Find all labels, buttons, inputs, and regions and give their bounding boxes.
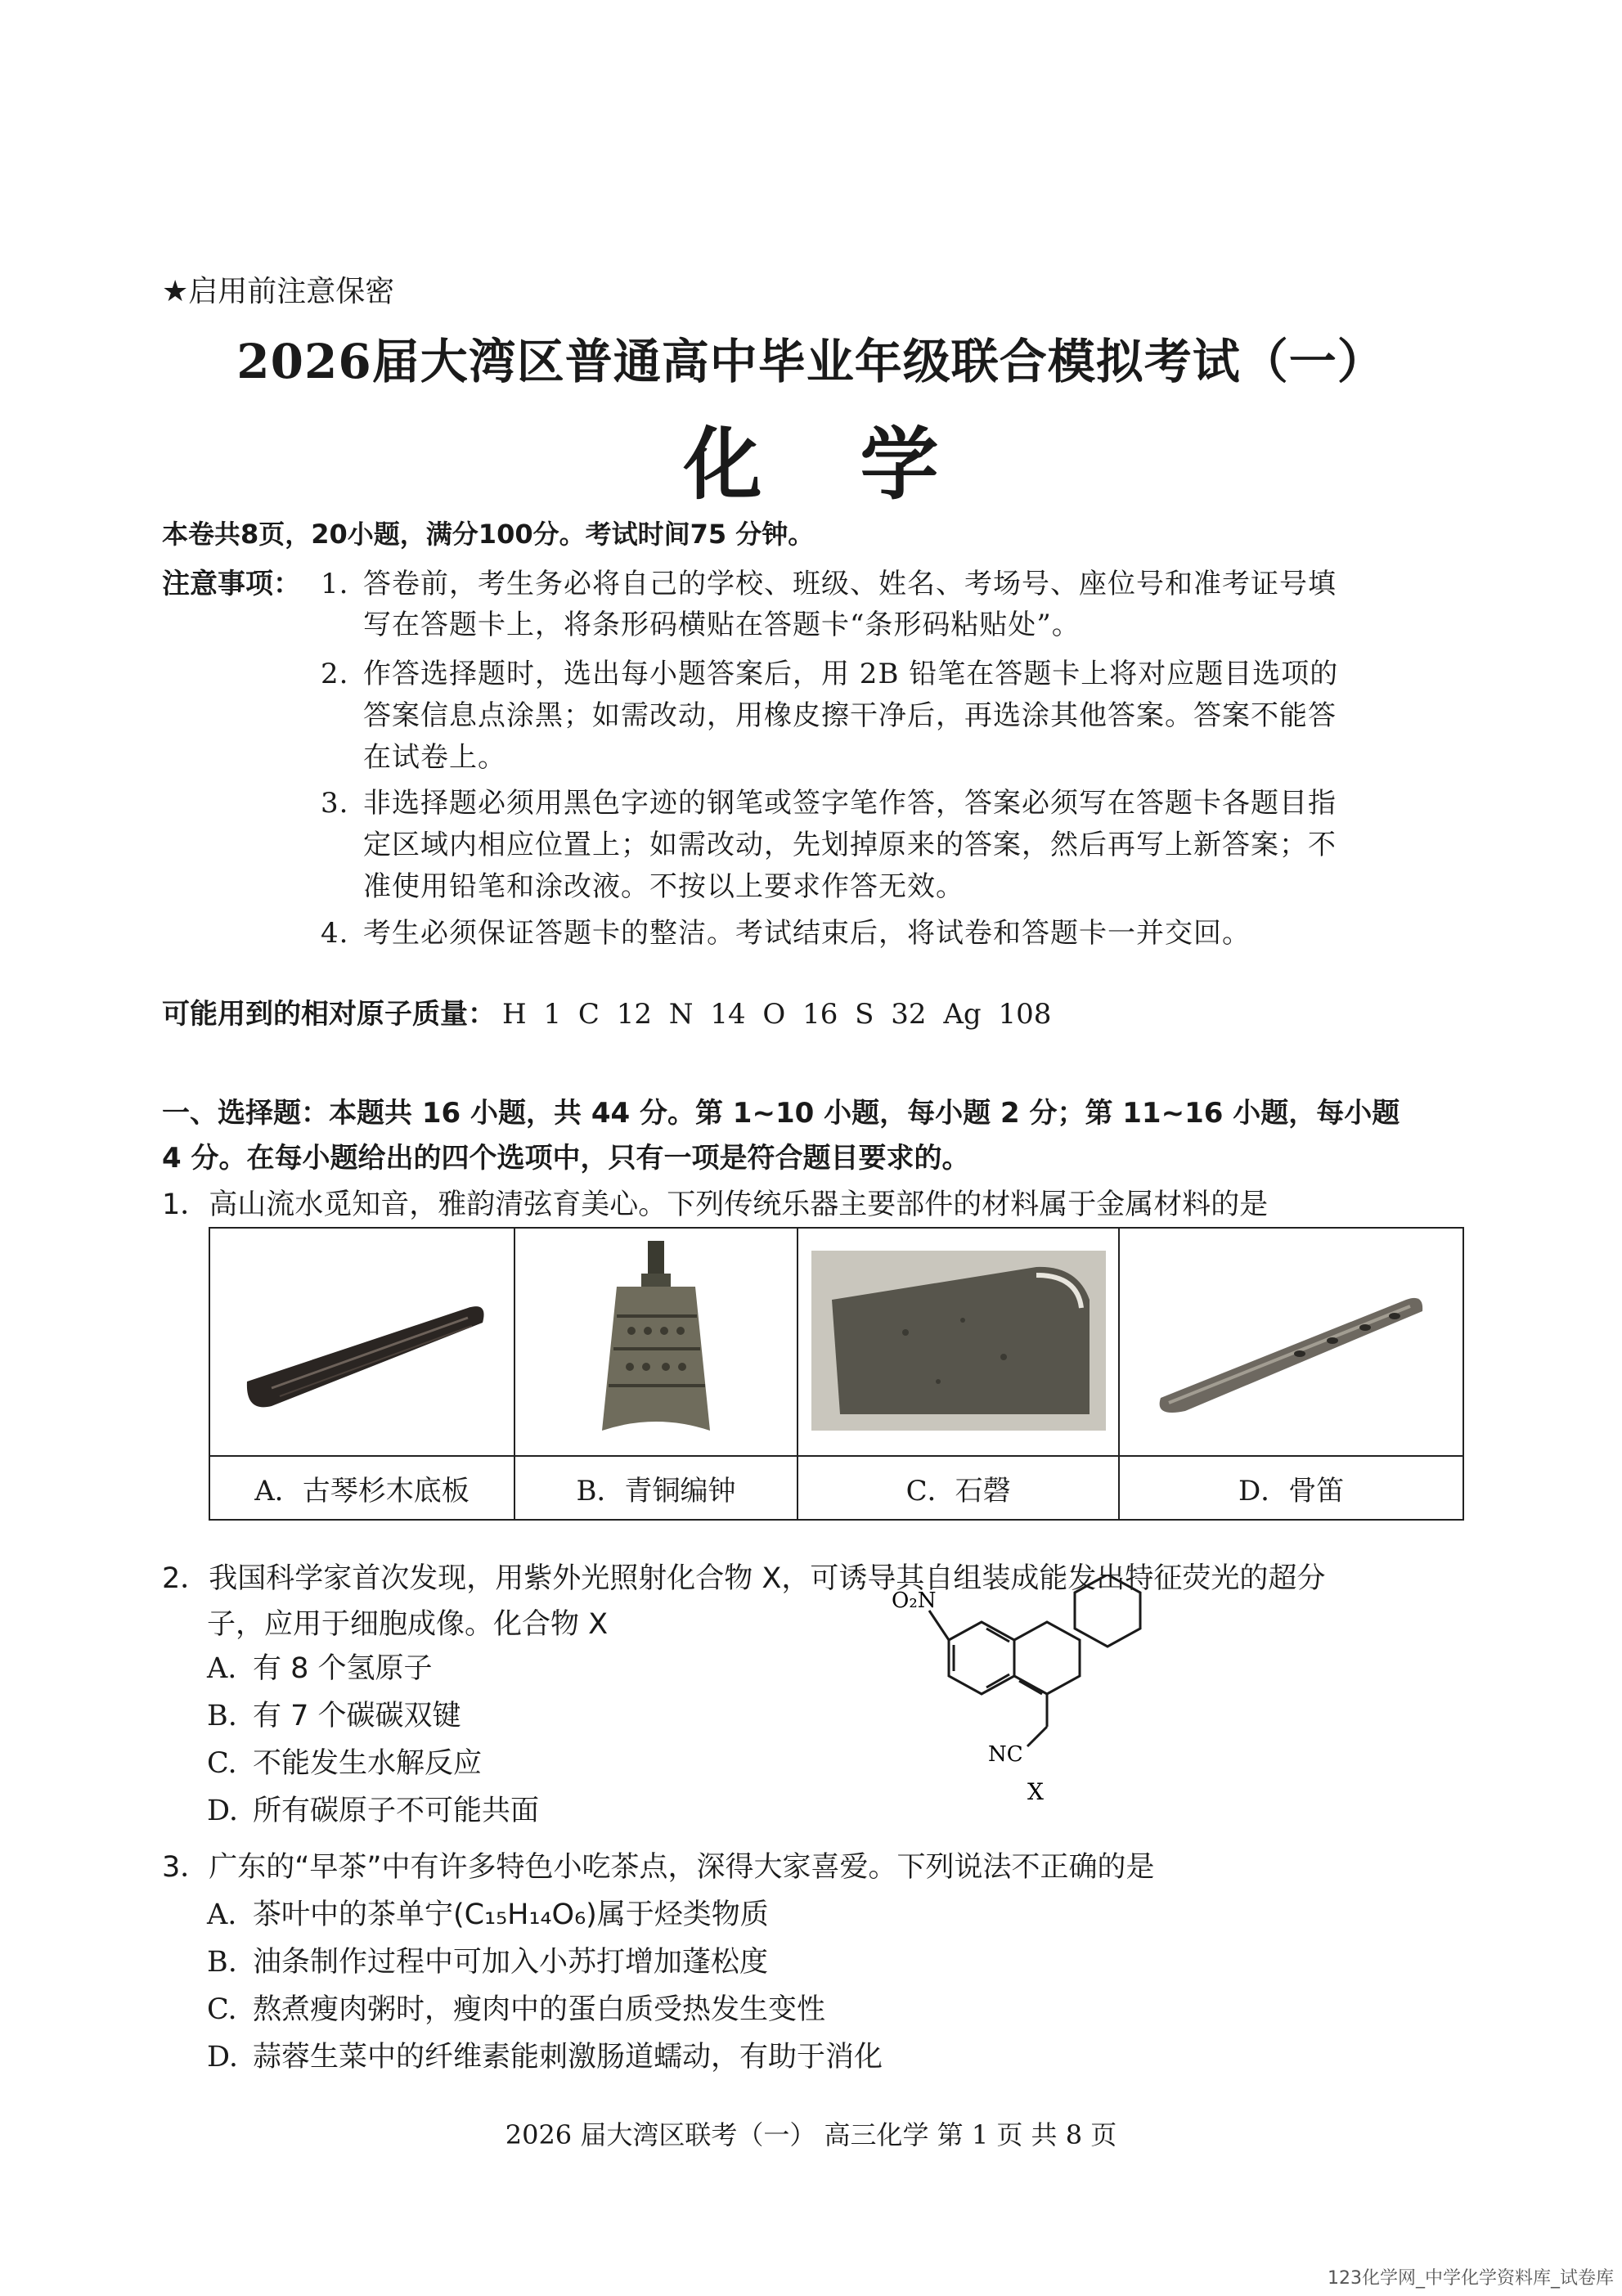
option-letter: B. (207, 1700, 237, 1732)
notice-item-1 (321, 561, 1337, 601)
notice-num: 3. (321, 787, 349, 820)
compound-x-structure (883, 1575, 1145, 1804)
bone-flute-image-cell (1119, 1228, 1463, 1456)
q3-option-d (207, 2034, 883, 2075)
notice-line: 非选择题必须用黑色字迹的钢笔或签字笔作答，答案必须写在答题卡各题目指 (363, 787, 1337, 820)
question-3-stem: 3．广东的“早茶”中有许多特色小吃茶点，深得大家喜爱。下列说法不正确的是 (162, 1851, 1155, 1884)
notice-label: 注意事项： (162, 568, 301, 600)
notice-line: 答案信息点涂黑；如需改动，用橡皮擦干净后，再选涂其他答案。答案不能答 (363, 699, 1337, 732)
nitro-label: O₂N (892, 1588, 937, 1613)
site-watermark: 123化学网_中学化学资料库_试卷库 (1328, 2268, 1614, 2289)
notice-line: 作答选择题时，选出每小题答案后，用 2B 铅笔在答题卡上将对应题目选项的 (363, 658, 1339, 690)
atomic-mass-row (162, 991, 1051, 1031)
instrument-table (209, 1227, 1464, 1521)
bone-flute-image (1136, 1251, 1447, 1431)
compound-name-label: X (1027, 1778, 1044, 1804)
stone-chime-image-cell (798, 1228, 1119, 1456)
atomic-mass-values: H 1 C 12 N 14 O 16 S 32 Ag 108 (502, 998, 1052, 1031)
option-d-caption: D．骨笛 (1119, 1456, 1463, 1520)
option-text: 不能发生水解反应 (253, 1747, 483, 1780)
option-c-caption: C．石磬 (798, 1456, 1119, 1520)
atomic-mass-label: 可能用到的相对原子质量： (162, 998, 496, 1031)
bronze-bell-image-cell (514, 1228, 798, 1456)
notice-line: 答卷前，考生务必将自己的学校、班级、姓名、考场号、座位号和准考证号填 (363, 568, 1337, 600)
option-letter: A. (207, 1898, 237, 1931)
notice-line: 在试卷上。 (363, 741, 506, 774)
notice-item-3 (321, 780, 1337, 820)
exam-title: 2026届大湾区普通高中毕业年级联合模拟考试（一） (236, 334, 1386, 389)
option-letter: B. (207, 1946, 237, 1979)
notice-num: 2. (321, 658, 349, 690)
notice-num: 4. (321, 917, 349, 950)
notice-item-4 (321, 910, 1251, 950)
nitrile-label: NC (988, 1742, 1023, 1767)
notice-line: 写在答题卡上，将条形码横贴在答题卡“条形码粘贴处”。 (363, 609, 1081, 641)
section-heading-cont: 4 分。在每小题给出的四个选项中，只有一项是符合题目要求的。 (162, 1142, 970, 1175)
notice-line: 定区域内相应位置上；如需改动，先划掉原来的答案，然后再写上新答案；不 (363, 829, 1337, 861)
option-letter: D. (207, 1795, 238, 1827)
option-text: 所有碳原子不可能共面 (253, 1795, 540, 1827)
q3-option-c (207, 1987, 825, 2028)
bronze-bell-image (566, 1234, 746, 1447)
notice-item-2 (321, 651, 1338, 691)
guqin-image (222, 1251, 501, 1431)
option-letter: D. (207, 2041, 238, 2074)
option-letter: C. (207, 1993, 237, 2026)
option-text: 有 7 个碳碳双键 (253, 1700, 461, 1732)
paper-info: 本卷共8页，20小题，满分100分。考试时间75 分钟。 (162, 519, 815, 550)
notice-line: 准使用铅笔和涂改液。不按以上要求作答无效。 (363, 870, 964, 903)
q2-option-c (207, 1741, 482, 1782)
question-2-stem-cont: 子，应用于细胞成像。化合物 X (207, 1608, 609, 1641)
option-text: 熬煮瘦肉粥时，瘦肉中的蛋白质受热发生变性 (253, 1993, 826, 2026)
confidential-mark: ★启用前注意保密 (162, 275, 395, 308)
q2-option-b (207, 1693, 461, 1734)
option-letter: C. (207, 1747, 237, 1780)
question-1-stem: 1．高山流水觅知音，雅韵清弦育美心。下列传统乐器主要部件的材料属于金属材料的是 (162, 1188, 1269, 1221)
option-a-caption: A．古琴杉木底板 (209, 1456, 514, 1520)
option-text: 油条制作过程中可加入小苏打增加蓬松度 (253, 1946, 769, 1979)
q3-option-b (207, 1939, 768, 1980)
question-2-stem: 2．我国科学家首次发现，用紫外光照射化合物 X，可诱导其自组装成能发出特征荧光的超分 (162, 1562, 1326, 1595)
notice-num: 1. (321, 568, 349, 600)
stone-chime-image (807, 1242, 1110, 1439)
q2-option-d (207, 1788, 539, 1829)
subject-title: 化学 (683, 418, 1037, 510)
guqin-image-cell (209, 1228, 514, 1456)
page-footer: 2026 届大湾区联考（一） 高三化学 第 1 页 共 8 页 (505, 2119, 1117, 2150)
option-b-caption: B．青铜编钟 (514, 1456, 798, 1520)
option-text: 茶叶中的茶单宁(C₁₅H₁₄O₆)属于烃类物质 (253, 1898, 769, 1931)
notice-line: 考生必须保证答题卡的整洁。考试结束后，将试卷和答题卡一并交回。 (363, 917, 1251, 950)
option-text: 蒜蓉生菜中的纤维素能刺激肠道蠕动，有助于消化 (253, 2041, 883, 2074)
option-text: 有 8 个氢原子 (253, 1652, 433, 1685)
q3-option-a (207, 1892, 769, 1933)
q2-option-a (207, 1646, 433, 1687)
section-heading: 一、选择题：本题共 16 小题，共 44 分。第 1~10 小题，每小题 2 分；第 11~16 小题，每小题 (162, 1097, 1400, 1130)
option-letter: A. (207, 1652, 237, 1685)
